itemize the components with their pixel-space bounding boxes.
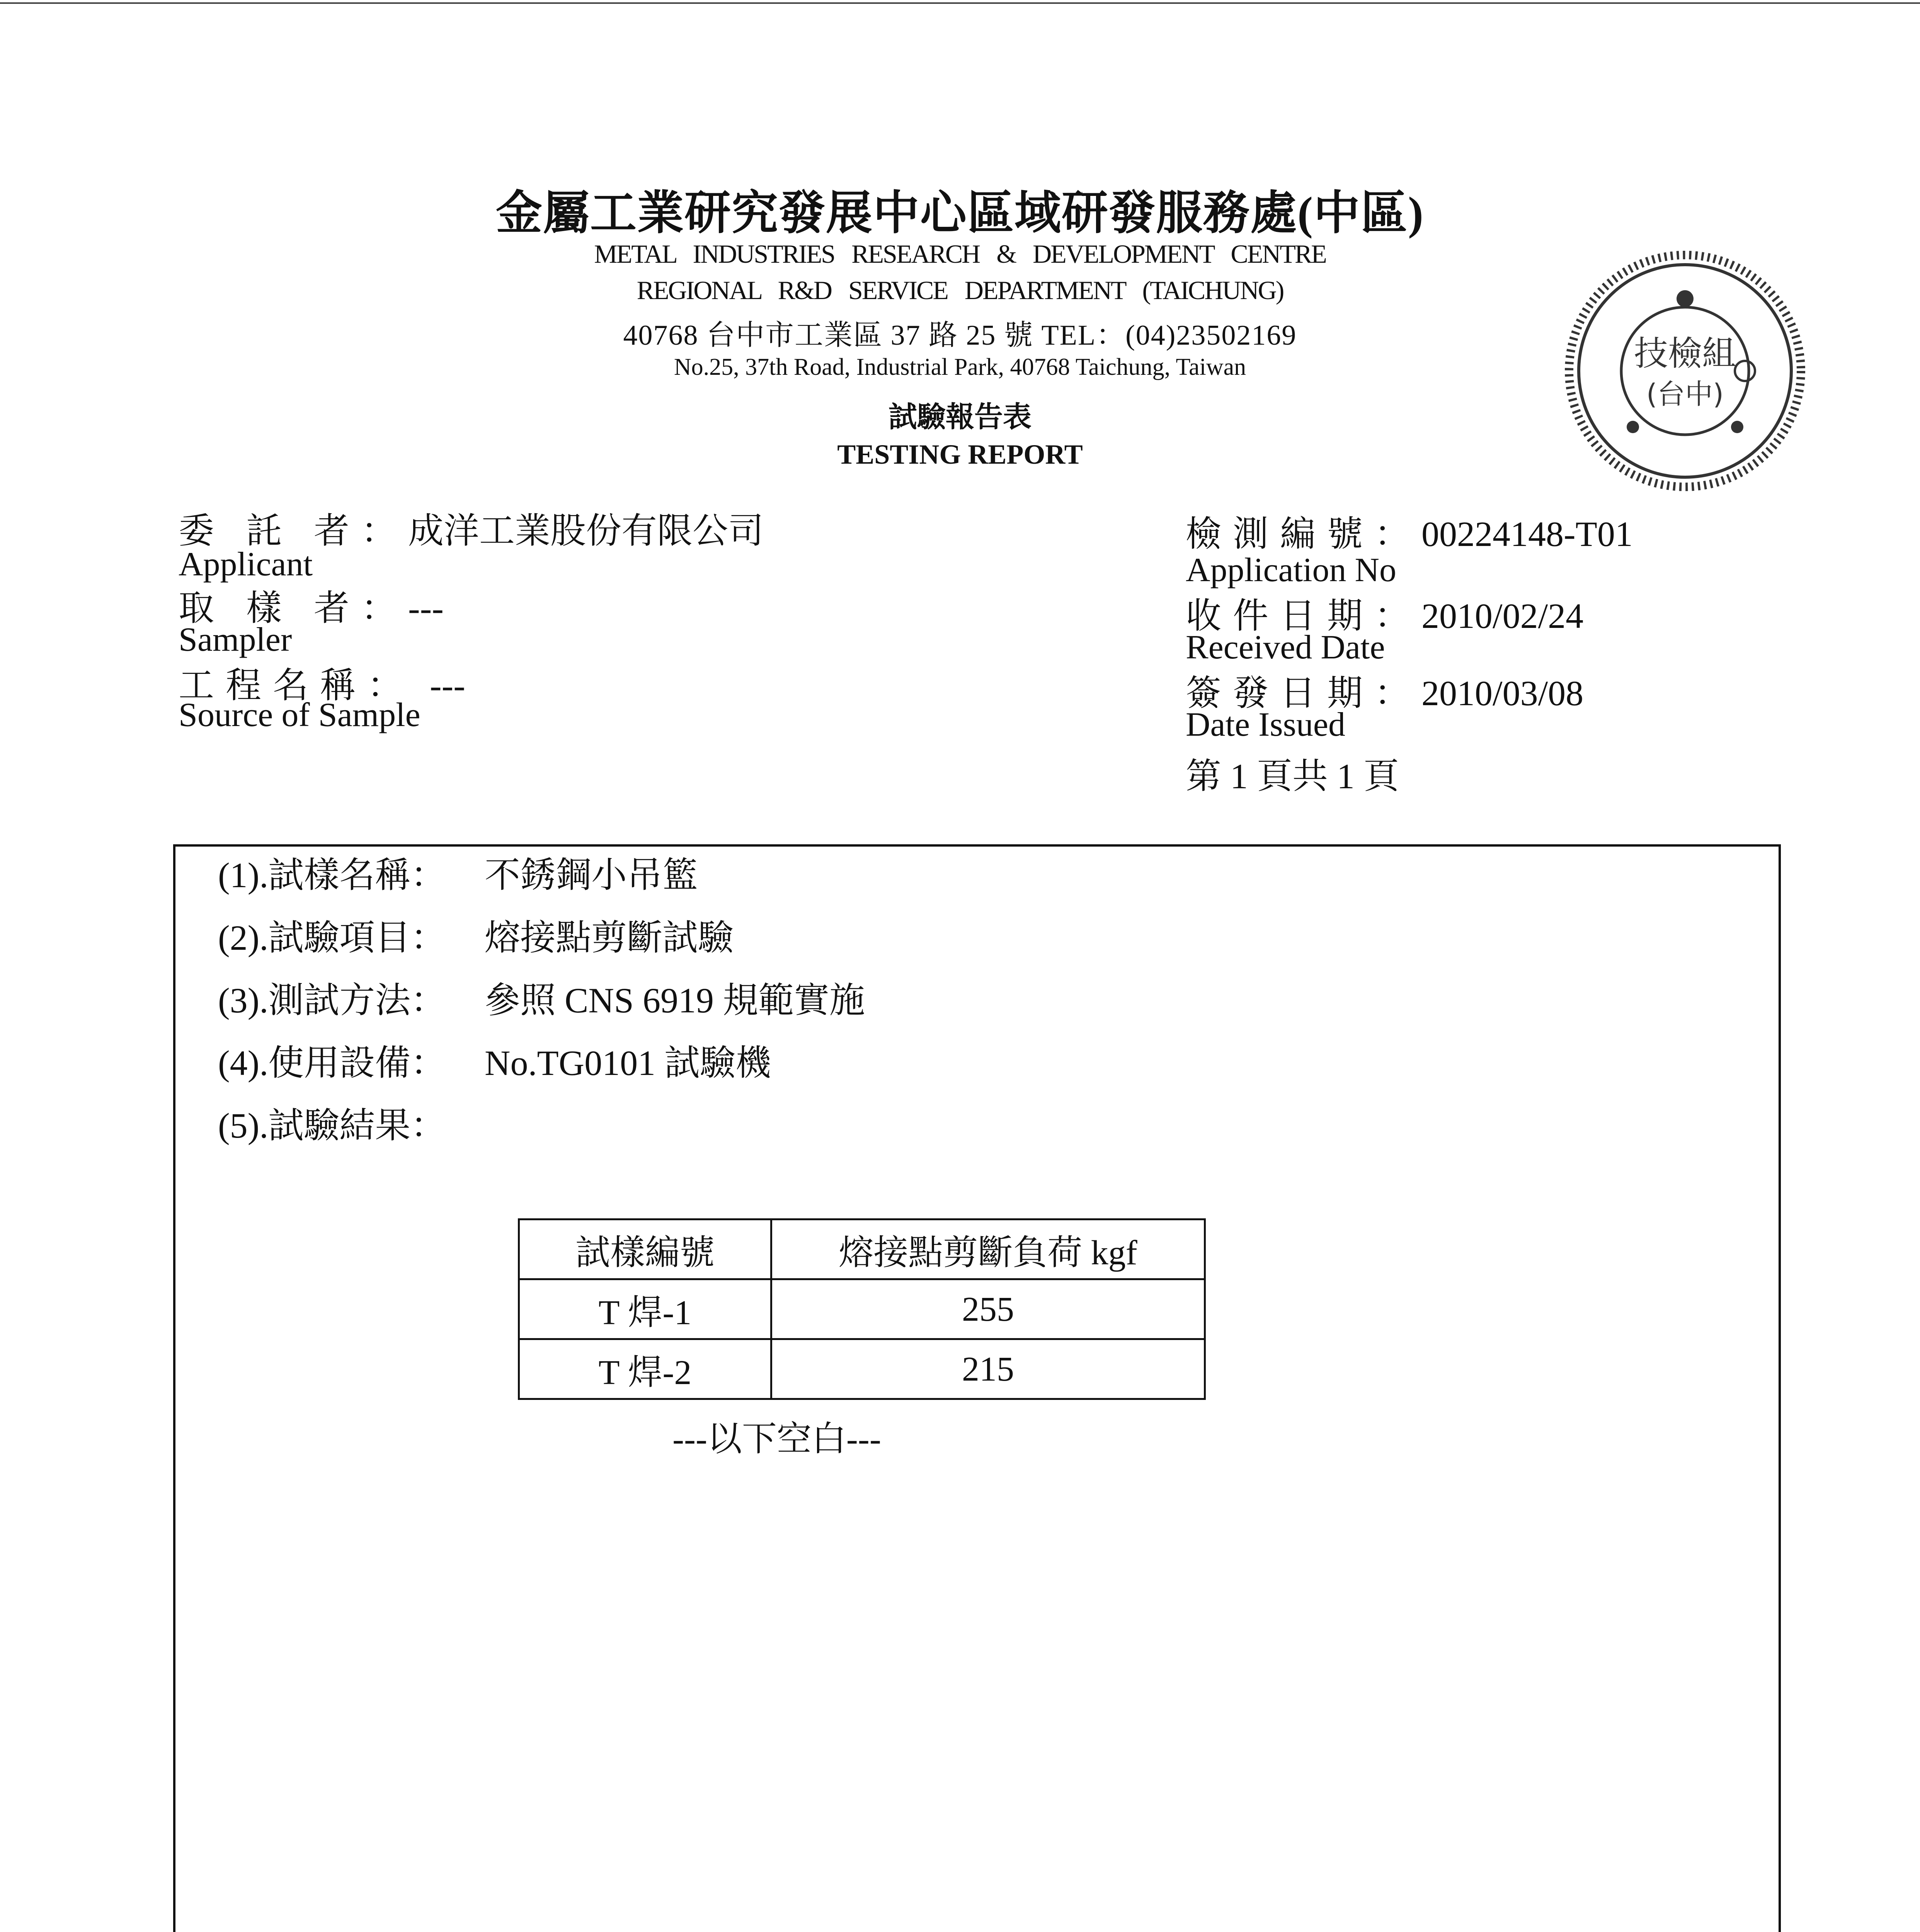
received-date-label-en: Received Date — [1186, 629, 1385, 666]
applicant-label-cn: 委 託 者：成洋工業股份有限公司 — [179, 511, 764, 551]
applicant-value: 成洋工業股份有限公司 — [408, 511, 764, 551]
header-shear-load: 熔接點剪斷負荷 kgf — [771, 1219, 1205, 1279]
item-equipment — [218, 1034, 771, 1085]
address-cn: 40768 台中市工業區 37 路 25 號 TEL：(04)23502169 — [623, 320, 1297, 351]
cell-sample-no: T 焊-1 — [519, 1279, 771, 1339]
organization-name-en: METAL INDUSTRIES RESEARCH & DEVELOPMENT CENTRE — [594, 239, 1326, 269]
item-value: 熔接點剪斷試驗 — [485, 918, 734, 957]
seal-center-text-2: (台中) — [1646, 378, 1724, 410]
item-test-item — [218, 909, 734, 960]
page-info: 第 1 頁共 1 頁 — [1186, 757, 1399, 796]
sampler-value: --- — [408, 588, 444, 628]
issued-date-label-en: Date Issued — [1186, 706, 1345, 743]
document-title-en: TESTING REPORT — [837, 439, 1083, 470]
received-date-value: 2010/02/24 — [1421, 596, 1584, 636]
item-test-method — [218, 972, 865, 1023]
item-key: (4).使用設備： — [218, 1043, 446, 1083]
department-name-en: REGIONAL R&D SERVICE DEPARTMENT (TAICHUNG) — [637, 276, 1283, 305]
source-value: --- — [430, 666, 465, 705]
application-no-value: 00224148-T01 — [1421, 514, 1633, 554]
official-seal-stamp — [1563, 249, 1807, 493]
issued-date-value: 2010/03/08 — [1421, 673, 1584, 713]
item-key: (3).測試方法： — [218, 981, 446, 1020]
sampler-label-en: Sampler — [179, 621, 292, 658]
source-label-en: Source of Sample — [179, 696, 420, 734]
item-value: No.TG0101 試驗機 — [485, 1043, 771, 1083]
seal-center-text-1: 技檢組 — [1634, 333, 1736, 373]
top-page-rule — [0, 2, 1920, 4]
organization-name-cn: 金屬工業研究發展中心區域研發服務處(中區) — [496, 187, 1424, 239]
received-date-label-cn: 收件日期：2010/02/24 — [1186, 596, 1584, 636]
address-en: No.25, 37th Road, Industrial Park, 40768 Taichung, Taiwan — [674, 354, 1246, 380]
end-of-data-marker: ---以下空白--- — [672, 1420, 881, 1458]
sampler-label-cn: 取 樣 者：--- — [179, 588, 444, 628]
item-key: (5).試驗結果： — [218, 1106, 446, 1145]
item-sample-name — [218, 847, 698, 898]
application-no-label-cn: 檢測編號：00224148-T01 — [1186, 514, 1633, 554]
source-label-cn: 工程名稱： --- — [179, 666, 465, 705]
application-no-label-en: Application No — [1186, 551, 1397, 589]
table-header-row — [519, 1219, 1205, 1279]
cell-shear-load: 215 — [771, 1339, 1205, 1399]
item-value: 不銹鋼小吊籃 — [485, 855, 698, 895]
item-test-result — [218, 1097, 485, 1148]
item-key: (2).試驗項目： — [218, 918, 446, 957]
issued-date-label-cn: 簽發日期：2010/03/08 — [1186, 673, 1584, 713]
cell-sample-no: T 焊-2 — [519, 1339, 771, 1399]
item-key: (1).試樣名稱： — [218, 855, 446, 895]
cell-shear-load: 255 — [771, 1279, 1205, 1339]
document-title-cn: 試驗報告表 — [889, 401, 1031, 433]
item-value: 參照 CNS 6919 規範實施 — [485, 981, 865, 1020]
header-sample-no: 試樣編號 — [519, 1219, 771, 1279]
results-table — [518, 1218, 1206, 1400]
table-row — [519, 1339, 1205, 1399]
table-row — [519, 1279, 1205, 1339]
applicant-label-en: Applicant — [179, 546, 313, 583]
